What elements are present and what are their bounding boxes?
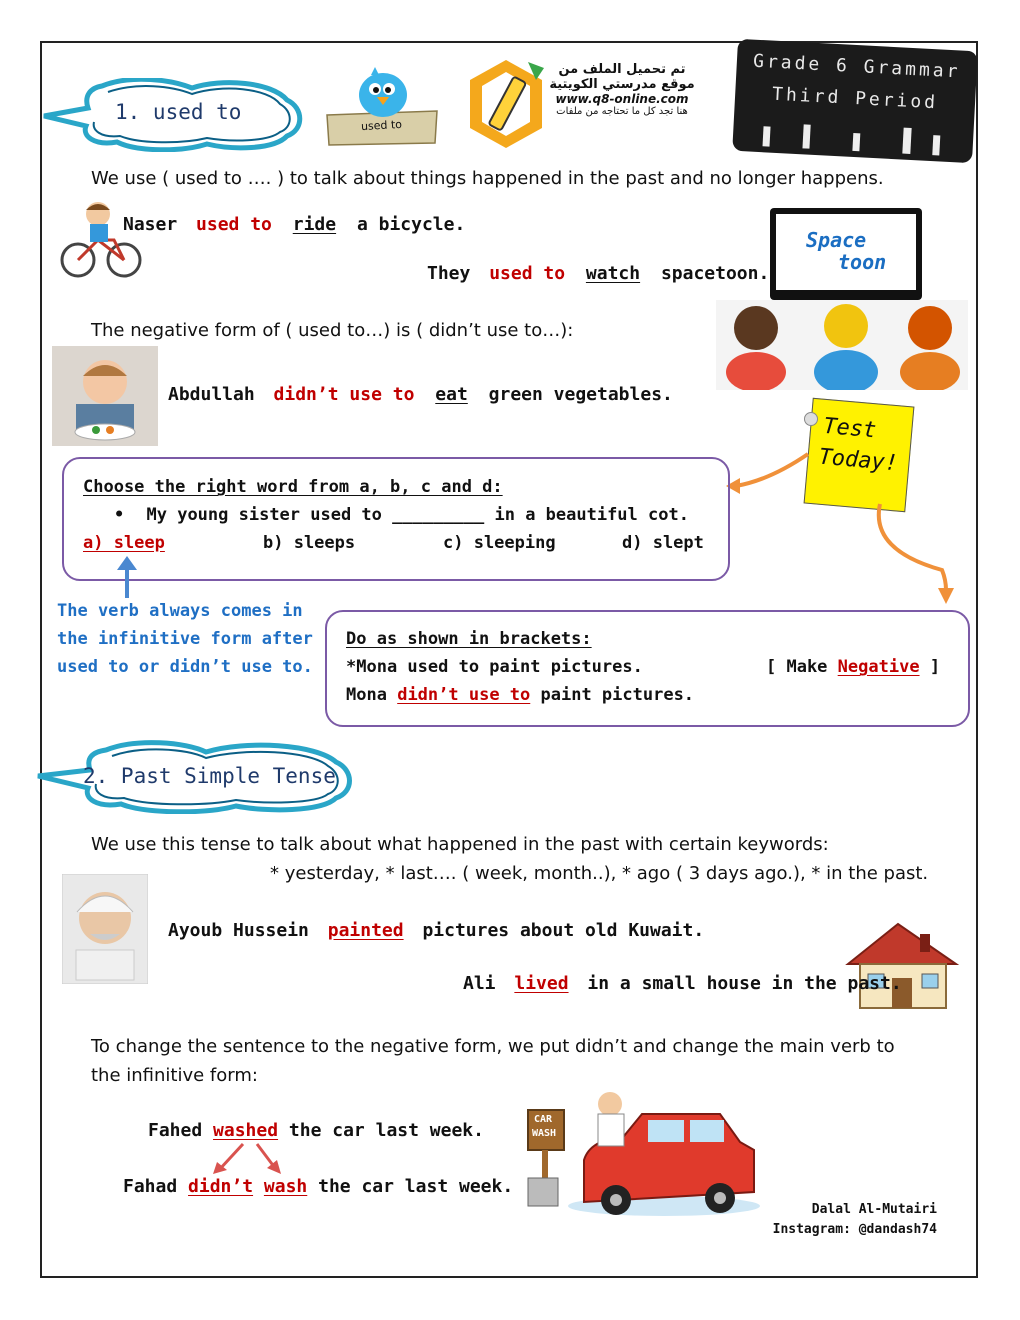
exercise1-bullet: • bbox=[114, 505, 125, 525]
tv-logo-line2: toon bbox=[838, 250, 887, 274]
tv-illustration bbox=[770, 208, 922, 300]
option-c[interactable]: c) sleeping bbox=[443, 533, 556, 553]
ex1-subject: Naser bbox=[123, 214, 178, 235]
s2ex2-rest: in a small house in the past. bbox=[587, 973, 902, 994]
chalk-pieces-icon bbox=[742, 113, 963, 158]
s2ex3-subject: Fahed bbox=[148, 1120, 203, 1141]
ex1-verb: ride bbox=[292, 214, 337, 235]
s2ex4-aux: didn’t bbox=[188, 1176, 254, 1197]
tv-logo-line1: Space bbox=[806, 228, 867, 252]
option-d[interactable]: d) slept bbox=[622, 533, 704, 553]
kids-watching-illustration bbox=[716, 300, 968, 390]
exercise2-answer bbox=[346, 685, 694, 705]
note-line2: Today! bbox=[817, 444, 899, 477]
exercise2-sentence: *Mona used to paint pictures. bbox=[346, 657, 643, 677]
exercise1-question: My young sister used to _________ in a beautiful cot. bbox=[146, 505, 689, 525]
tip-line3: used to or didn’t use to. bbox=[57, 657, 313, 677]
ex2-verb: watch bbox=[585, 263, 641, 284]
s2ex1-rest: pictures about old Kuwait. bbox=[422, 920, 705, 941]
section2-title: 2. Past Simple Tense bbox=[83, 764, 336, 788]
tip-line2: the infinitive form after bbox=[57, 629, 313, 649]
negative-explanation bbox=[91, 1032, 895, 1090]
section1-title: 1. used to bbox=[115, 100, 242, 124]
house-illustration bbox=[838, 920, 966, 1012]
arrow-to-exercise2 bbox=[879, 504, 946, 590]
boy-bicycle-illustration bbox=[58, 196, 142, 282]
example-ayoub bbox=[168, 920, 704, 941]
site-line1: تم تحميل الملف من bbox=[558, 62, 686, 77]
school-site-info bbox=[548, 62, 696, 117]
tip-line1: The verb always comes in bbox=[57, 601, 303, 621]
blue-arrow-up-icon bbox=[112, 556, 142, 600]
exercise2-bracket bbox=[766, 657, 940, 677]
s2ex1-subject: Ayoub Hussein bbox=[168, 920, 309, 941]
s2ex3-verb: washed bbox=[213, 1120, 279, 1141]
section1-intro: We use ( used to …. ) to talk about things happened in the past and no longer happens. bbox=[91, 168, 884, 189]
option-b[interactable]: b) sleeps bbox=[263, 533, 356, 553]
option-a[interactable]: a) sleep bbox=[83, 533, 165, 553]
site-line3: هنا تجد كل ما تحتاجه من ملفات bbox=[556, 106, 688, 117]
site-line2: موقع مدرستي الكويتية bbox=[549, 77, 695, 92]
infinitive-tip bbox=[57, 597, 313, 681]
grade-line2: Third Period bbox=[771, 83, 939, 114]
example-fahed bbox=[148, 1120, 484, 1141]
footer-instagram[interactable]: Instagram: @dandash74 bbox=[772, 1222, 937, 1237]
ex2-rest: spacetoon. bbox=[660, 263, 770, 284]
note-line1: Test bbox=[822, 413, 878, 444]
ex3-verb: eat bbox=[435, 384, 468, 405]
car-icon bbox=[524, 1080, 760, 1218]
exercise1-question-row bbox=[114, 505, 689, 525]
ex1-rest: a bicycle. bbox=[356, 214, 466, 235]
ex3-subject: Abdullah bbox=[168, 384, 255, 405]
bracket-open: [ Make bbox=[766, 657, 828, 677]
ex2-aux: used to bbox=[489, 263, 566, 284]
s2ex4-verb: wash bbox=[263, 1176, 308, 1197]
s2ex2-verb: lived bbox=[514, 973, 569, 994]
example-abdullah bbox=[168, 384, 673, 405]
car-wash-illustration bbox=[524, 1080, 760, 1218]
section2-intro: We use this tense to talk about what happened in the past with certain keywords: bbox=[91, 834, 829, 855]
car-wash-sign-line1: CAR bbox=[534, 1114, 553, 1125]
bracket-word: Negative bbox=[837, 657, 920, 677]
bird-icon bbox=[323, 67, 441, 147]
answer-rest: paint pictures. bbox=[540, 685, 695, 705]
grade-chalkboard bbox=[732, 39, 978, 163]
bird-illustration bbox=[323, 67, 441, 147]
ayoub-portrait bbox=[62, 874, 148, 984]
example-naser bbox=[123, 214, 465, 235]
ex3-aux: didn’t use to bbox=[273, 384, 415, 405]
exercise1-instruction: Choose the right word from a, b, c and d: bbox=[83, 477, 503, 497]
red-arrows bbox=[205, 1142, 295, 1176]
ex2-subject: They bbox=[427, 263, 471, 284]
arrow-to-exercise1 bbox=[736, 454, 808, 486]
answer-aux: didn’t use to bbox=[397, 685, 531, 705]
example-they bbox=[427, 263, 769, 284]
ex3-rest: green vegetables. bbox=[488, 384, 673, 405]
pushpin-icon bbox=[804, 412, 818, 426]
bracket-close: ] bbox=[929, 657, 941, 677]
example-fahad bbox=[123, 1176, 513, 1197]
boy-vegetables-photo bbox=[52, 346, 158, 446]
orange-arrows bbox=[720, 440, 970, 610]
s2ex2-subject: Ali bbox=[463, 973, 496, 994]
s2ex1-verb: painted bbox=[327, 920, 404, 941]
s2ex4-rest: the car last week. bbox=[318, 1176, 514, 1197]
s2ex4-subject: Fahad bbox=[123, 1176, 178, 1197]
school-site-logo bbox=[466, 56, 546, 152]
tv-screen bbox=[776, 214, 916, 290]
example-ali bbox=[463, 973, 902, 994]
s2ex3-rest: the car last week. bbox=[288, 1120, 484, 1141]
ex1-aux: used to bbox=[196, 214, 272, 235]
negative-line1: To change the sentence to the negative form, we put didn’t and change the main verb to bbox=[91, 1036, 895, 1057]
grade-line1: Grade 6 Grammar bbox=[752, 50, 961, 83]
arrow-head-down-icon bbox=[938, 588, 954, 604]
negative-intro: The negative form of ( used to…) is ( didn’t use to…): bbox=[91, 320, 574, 341]
footer-author: Dalal Al-Mutairi bbox=[811, 1202, 937, 1217]
site-url[interactable]: www.q8-online.com bbox=[555, 92, 689, 106]
answer-subject: Mona bbox=[346, 685, 387, 705]
section2-keywords: * yesterday, * last…. ( week, month..), * ago ( 3 days ago.), * in the past. bbox=[270, 863, 929, 884]
negative-line2: the infinitive form: bbox=[91, 1065, 258, 1086]
bird-sign-text: used to bbox=[360, 117, 403, 134]
car-wash-sign-line2: WASH bbox=[532, 1128, 557, 1139]
exercise2-instruction: Do as shown in brackets: bbox=[346, 629, 592, 649]
